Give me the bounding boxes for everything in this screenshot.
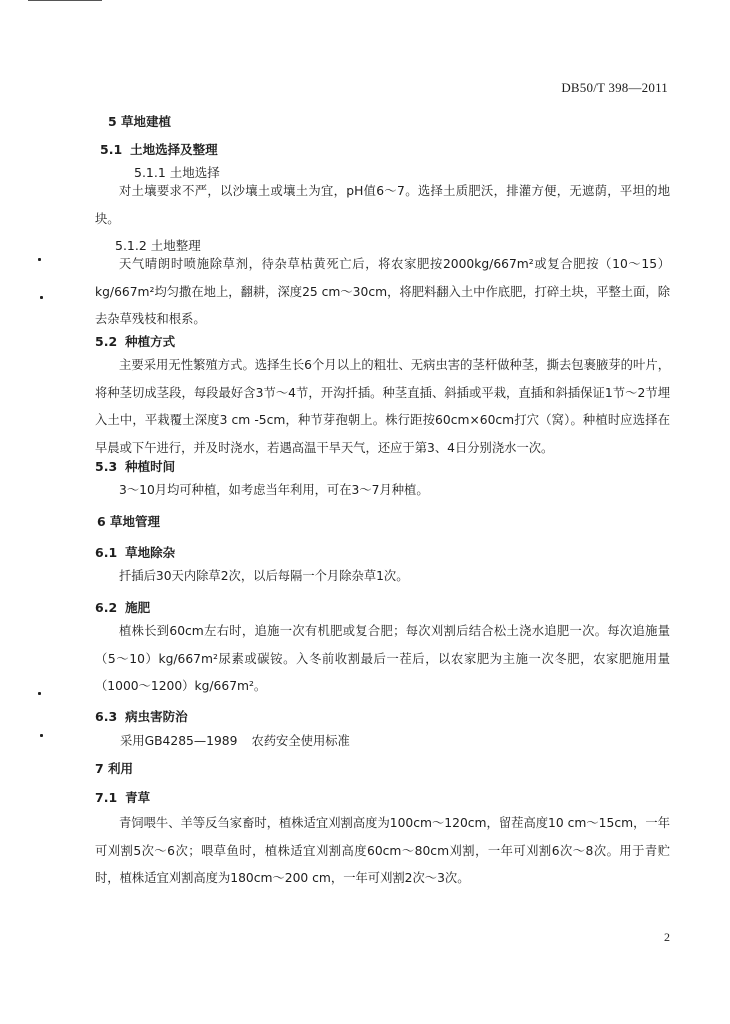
- section-6-heading: 6 草地管理: [97, 514, 161, 529]
- scan-speck: [38, 258, 41, 261]
- heading-text: 病虫害防治: [125, 709, 188, 724]
- section-6-1-text: 扦插后30天内除草2次，以后每隔一个月除杂草1次。: [119, 569, 409, 583]
- section-6-3-heading: [95, 707, 670, 725]
- section-5-2-text: 主要采用无性繁殖方式。选择生长6个月以上的粗壮、无病虫害的茎杆做种茎，撕去包裹腋芽的叶片，将种茎切成茎段，每段最好含3节～4节，开沟扦插。种茎直插、斜插或平栽，直插和斜插保证1节～2节埋入土中，平栽覆土深度3 cm -5cm，种节芽孢朝上。株行距按60cm×60cm打穴（窝）。种植时应选择在早晨或下午进行，并及时浇水，若遇高温干旱天气，还应于第3、4日分别浇水一次。: [95, 358, 670, 455]
- section-5-1-1-text: 对土壤要求不严，以沙壤土或壤土为宜，pH值6～7。选择土质肥沃，排灌方便，无遮荫，平坦的地块。: [95, 184, 670, 226]
- section-5-1-1-heading: 5.1.1 土地选择: [134, 165, 220, 180]
- section-7-1-heading: [95, 788, 670, 806]
- scan-speck: [38, 692, 41, 695]
- section-7-1-text: 青饲喂牛、羊等反刍家畜时，植株适宜刈割高度为100cm～120cm，留茬高度10 cm～15cm，一年可刈割5次～6次；喂草鱼时，植株适宜刈割高度60cm～80cm刈割，一年可刈割6次～8次。用于青贮时，植株适宜刈割高度为180cm～200 cm，一年可刈割2次～3次。: [95, 816, 670, 885]
- heading-number: 5.1: [100, 142, 123, 157]
- heading-number: 7.1: [95, 790, 118, 805]
- heading-number: 6.2: [95, 600, 118, 615]
- heading-number: 6.1: [95, 545, 118, 560]
- page-number: 2: [664, 930, 670, 944]
- heading-text: 青草: [125, 790, 151, 805]
- section-6-3-text: [120, 731, 695, 749]
- heading-number: 5.3: [95, 459, 118, 474]
- document-code: DB50/T 398—2011: [561, 80, 668, 95]
- standard-title: 农药安全使用标准: [251, 734, 350, 748]
- section-5-1-2-text: 天气晴朗时喷施除草剂，待杂草枯黄死亡后，将农家肥按2000kg/667m²或复合肥按（10～15）kg/667m²均匀撒在地上，翻耕，深度25 cm～30cm，将肥料翻入土中作底肥，打碎土块，平整土面，除去杂草残枝和根系。: [95, 257, 670, 326]
- scan-edge-line: [28, 0, 102, 1]
- section-5-2-heading: [95, 332, 670, 350]
- heading-text: 土地选择及整理: [130, 142, 218, 157]
- section-6-2-heading: [95, 598, 670, 616]
- section-7-heading: 7 利用: [95, 761, 134, 776]
- section-5-heading: 5 草地建植: [108, 114, 172, 129]
- section-6-1-heading: [95, 543, 670, 561]
- heading-text: 草地除杂: [125, 545, 176, 560]
- heading-text: 施肥: [125, 600, 151, 615]
- heading-number: 6.3: [95, 709, 118, 724]
- heading-number: 5.2: [95, 334, 118, 349]
- heading-text: 种植时间: [125, 459, 176, 474]
- section-5-1-2-heading: 5.1.2 土地整理: [115, 238, 201, 253]
- section-6-2-text: 植株长到60cm左右时，追施一次有机肥或复合肥；每次刈割后结合松土浇水追肥一次。每次追施量（5～10）kg/667m²尿素或碳铵。入冬前收割最后一茬后，以农家肥为主施一次冬肥，农家肥施用量（1000～1200）kg/667m²。: [95, 624, 670, 693]
- standard-code: 采用GB4285—1989: [120, 734, 238, 748]
- heading-text: 种植方式: [125, 334, 176, 349]
- section-5-3-text: 3～10月均可种植，如考虑当年利用，可在3～7月种植。: [119, 483, 429, 497]
- scan-speck: [40, 296, 43, 299]
- scan-speck: [40, 734, 43, 737]
- section-5-3-heading: [95, 457, 670, 475]
- section-5-1-heading: [100, 140, 675, 158]
